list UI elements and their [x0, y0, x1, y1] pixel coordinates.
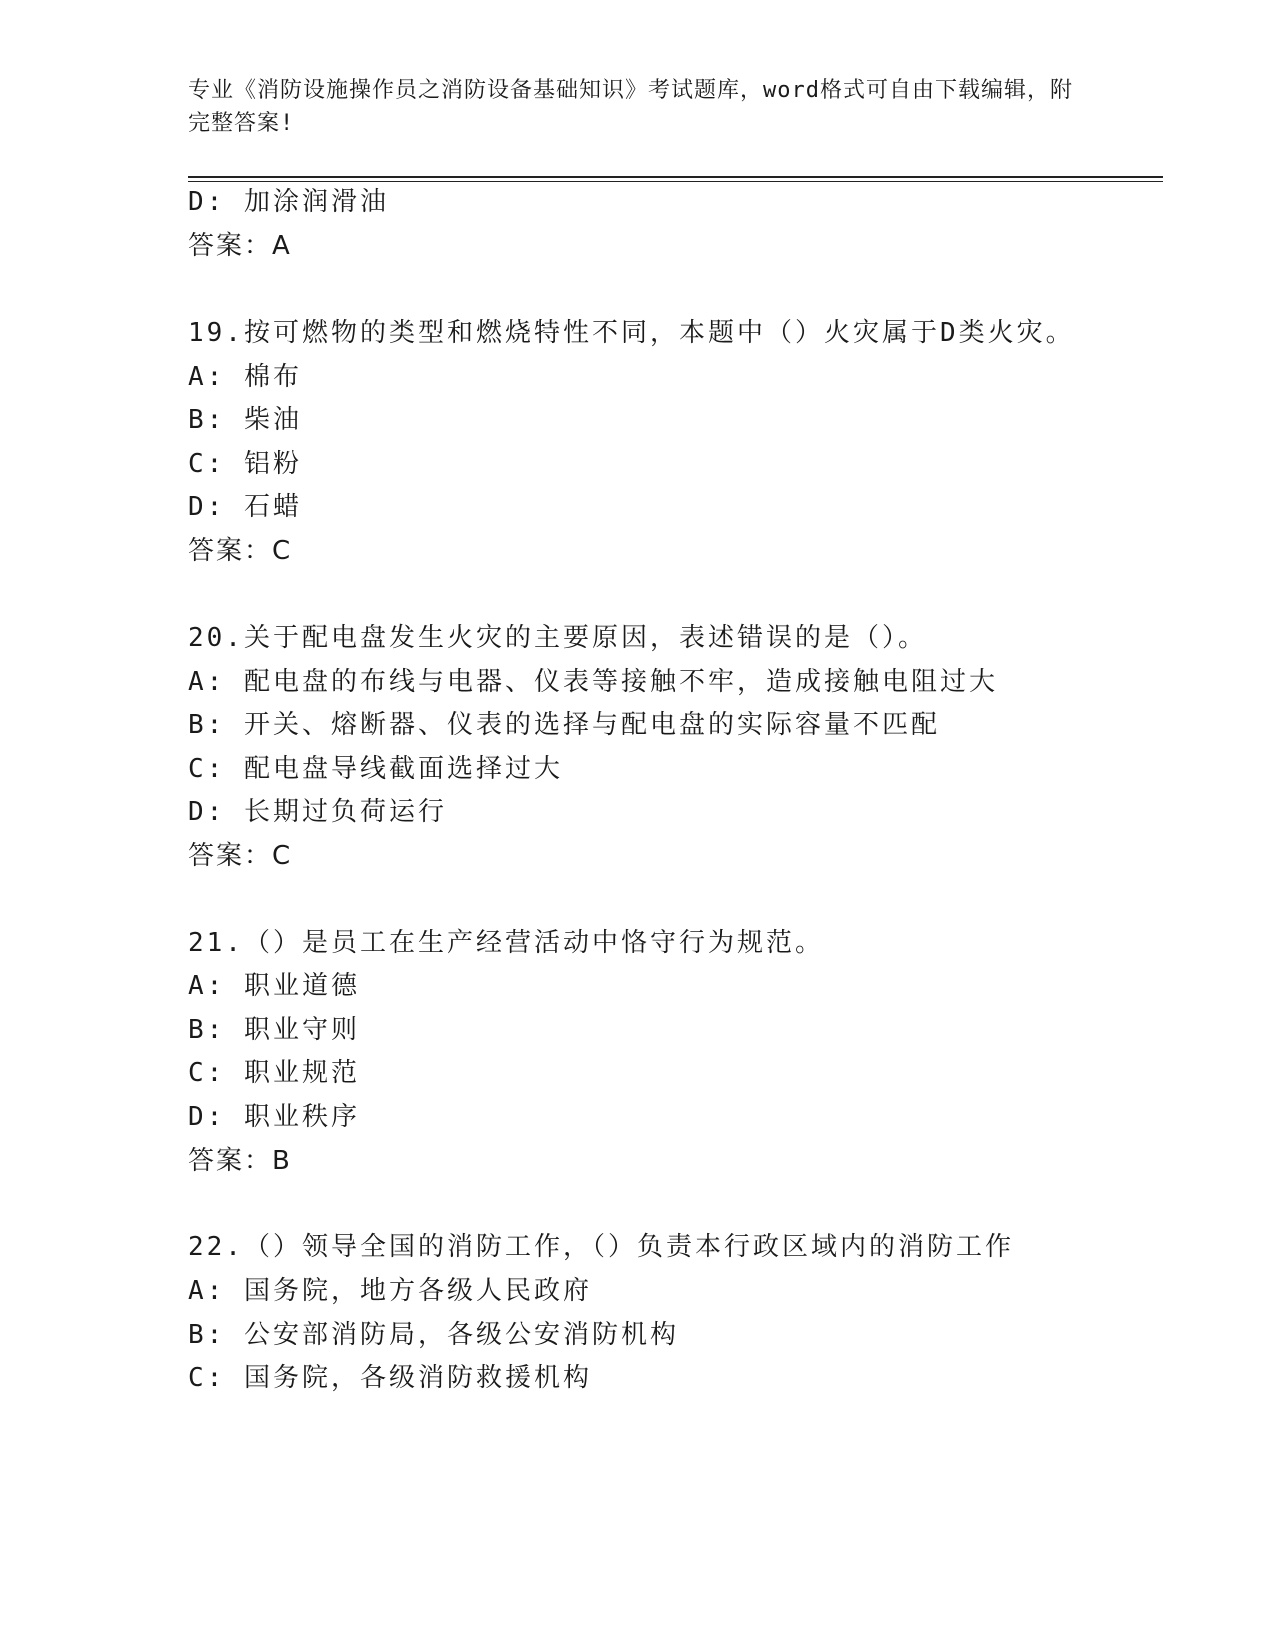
option-a: A: 配电盘的布线与电器、仪表等接触不牢，造成接触电阻过大	[188, 667, 998, 697]
option-b: B: 职业守则	[188, 1015, 360, 1045]
question-stem: 19.按可燃物的类型和燃烧特性不同，本题中（）火灾属于D类火灾。	[188, 318, 1075, 348]
answer-line: 答案：B	[188, 1146, 292, 1176]
option-b: B: 公安部消防局，各级公安消防机构	[188, 1320, 679, 1350]
option-d: D: 石蜡	[188, 492, 302, 522]
option-a: A: 职业道德	[188, 971, 360, 1001]
question-stem: 21.（）是员工在生产经营活动中恪守行为规范。	[188, 928, 824, 958]
header-divider-thin	[188, 181, 1163, 182]
answer-line: 答案：C	[188, 536, 293, 566]
option-a: A: 棉布	[188, 362, 302, 392]
option-c: C: 国务院，各级消防救援机构	[188, 1363, 592, 1393]
question-stem: 22.（）领导全国的消防工作，（）负责本行政区域内的消防工作	[188, 1232, 1014, 1262]
option-d: D: 职业秩序	[188, 1102, 360, 1132]
question-stem: 20.关于配电盘发生火灾的主要原因，表述错误的是（）。	[188, 623, 927, 653]
option-c: C: 配电盘导线截面选择过大	[188, 754, 563, 784]
header-divider-thick	[188, 176, 1163, 178]
option-c: C: 铝粉	[188, 449, 302, 479]
answer-line: 答案：C	[188, 841, 293, 871]
answer-line: 答案：A	[188, 231, 292, 261]
option-b: B: 开关、熔断器、仪表的选择与配电盘的实际容量不匹配	[188, 710, 940, 740]
document-header: 专业《消防设施操作员之消防设备基础知识》考试题库，word格式可自由下载编辑，附完整答案!	[188, 78, 1073, 136]
option-d: D: 长期过负荷运行	[188, 797, 447, 827]
option-c: C: 职业规范	[188, 1058, 360, 1088]
option-a: A: 国务院，地方各级人民政府	[188, 1276, 592, 1306]
option-d: D: 加涂润滑油	[188, 187, 389, 217]
option-b: B: 柴油	[188, 405, 302, 435]
